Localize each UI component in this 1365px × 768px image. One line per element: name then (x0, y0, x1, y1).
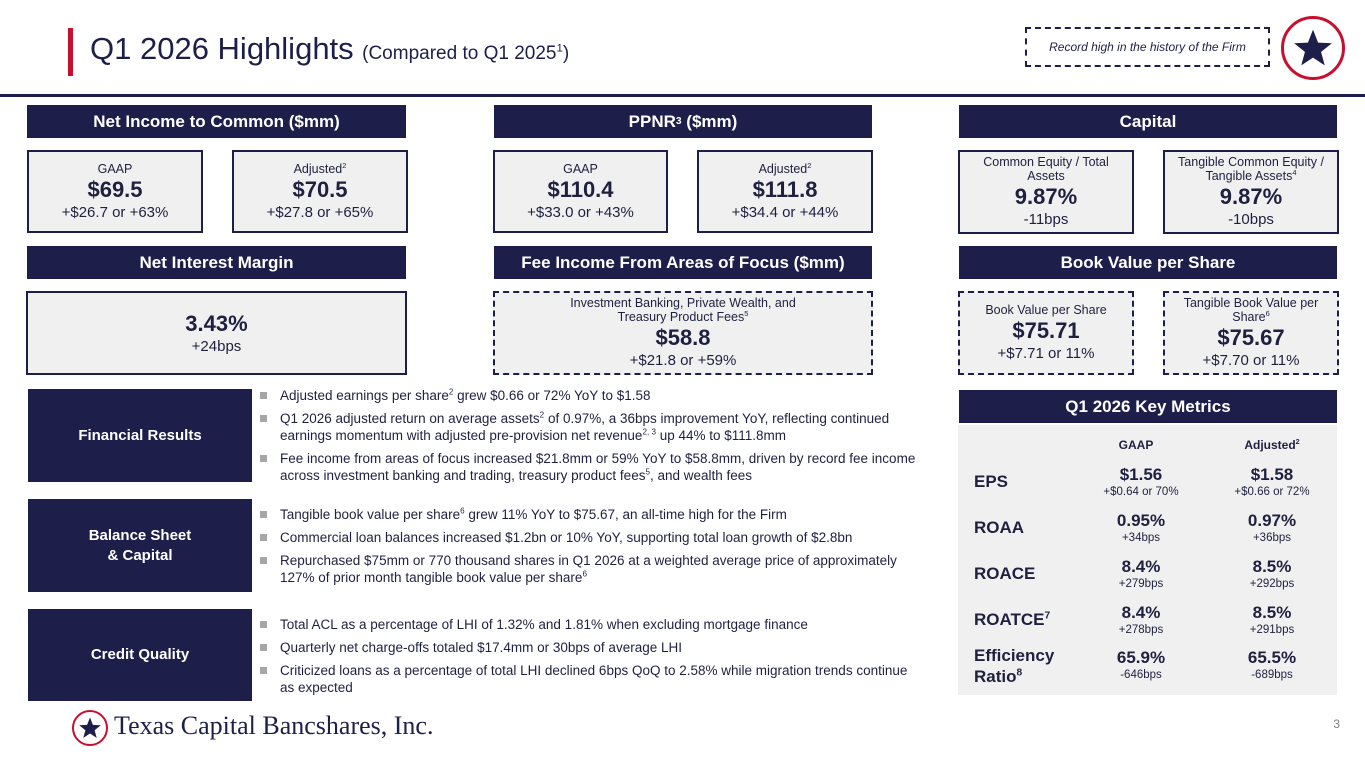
key-metrics-table (958, 425, 1337, 695)
record-high-badge: Record high in the history of the Firm (1025, 27, 1270, 67)
page-title-sub: (Compared to Q1 2025$^1$) (362, 42, 570, 64)
page-title-main: Q1 2026 Highlights (90, 31, 354, 66)
net-income-header: Net Income to Common ($mm) (27, 105, 406, 138)
list-item: Total ACL as a percentage of LHI of 1.32% and 1.81% when excluding mortgage finance (256, 616, 916, 633)
bvps-tbv-box: Tangible Book Value per Share$^6$ $75.67 +$7.70 or 11% (1163, 291, 1339, 375)
net-income-adjusted-box: Adjusted$^2$ $70.5 +$27.8 or +65% (232, 150, 408, 233)
star-emblem-icon (1281, 16, 1345, 80)
key-metrics-col-gaap: GAAP (1118, 438, 1154, 452)
key-metrics-row-eps: EPS $1.56 +$0.64 or 70% $1.58 +$0.66 or 72% (974, 465, 1310, 498)
balance-sheet-bullets (256, 506, 916, 592)
list-item: Adjusted earnings per share$^2$ grew $0.66 or 72% YoY to $1.58 (256, 387, 916, 404)
list-item: Repurchased $75mm or 770 thousand shares in Q1 2026 at a weighted average price of approximately 127% of prior month tangible book value per share$^6$ (256, 552, 916, 586)
key-metrics-row-roace: ROACE 8.4% +279bps 8.5% +292bps (974, 557, 1295, 590)
ppnr-header: PPNR 3 ($mm) (494, 105, 872, 138)
balance-sheet-label: Balance Sheet & Capital (28, 499, 252, 592)
capital-header: Capital (959, 105, 1337, 138)
fee-income-box: Investment Banking, Private Wealth, and Treasury Product Fees$^5$ $58.8 +$21.8 or +59% (493, 291, 873, 375)
ppnr-adjusted-box: Adjusted$^2$ $111.8 +$34.4 or +44% (697, 150, 873, 233)
bvps-bv-box: Book Value per Share $75.71 +$7.71 or 11% (958, 291, 1134, 375)
financial-results-label: Financial Results (28, 389, 252, 482)
bvps-header: Book Value per Share (959, 246, 1337, 279)
company-name: Texas Capital Bancshares, Inc. (114, 711, 434, 740)
ppnr-gaap-box: GAAP $110.4 +$33.0 or +43% (493, 150, 668, 233)
list-item: Commercial loan balances increased $1.2bn or 10% YoY, supporting total loan growth of $2.8bn (256, 529, 916, 546)
net-income-gaap-box: GAAP $69.5 +$26.7 or +63% (27, 150, 203, 233)
key-metrics-col-adjusted: Adjusted$^2$ (1244, 437, 1300, 452)
nim-header: Net Interest Margin (27, 246, 406, 279)
list-item: Quarterly net charge-offs totaled $17.4mm or 30bps of average LHI (256, 639, 916, 656)
capital-cet-box: Common Equity / Total Assets 9.87% -11bps (958, 150, 1134, 234)
page-number: 3 (1333, 717, 1340, 731)
title-divider (0, 94, 1365, 97)
capital-tce-box: Tangible Common Equity / Tangible Assets$^4$ 9.87% -10bps (1163, 150, 1339, 234)
star-icon (72, 710, 108, 746)
key-metrics-row-efficiency: Efficiency Ratio$^8$ 65.9% -646bps 65.5% -689bps (974, 646, 1297, 686)
list-item: Tangible book value per share$^6$ grew 11% YoY to $75.67, an all-time high for the Firm (256, 506, 916, 523)
title-accent-bar (68, 28, 73, 76)
nim-box: 3.43% +24bps (26, 291, 407, 375)
key-metrics-row-roatce: ROATCE$^7$ 8.4% +278bps 8.5% +291bps (974, 603, 1295, 636)
page-title (90, 31, 569, 67)
list-item: Fee income from areas of focus increased $21.8mm or 59% YoY to $58.8mm, driven by record fee income across investment banking and trading, treasury product fees$^5$, and wealth fees (256, 450, 916, 484)
credit-quality-bullets (256, 616, 916, 702)
financial-results-bullets (256, 387, 916, 490)
list-item: Criticized loans as a percentage of total LHI declined 6bps QoQ to 2.58% while migration trends continue as expected (256, 662, 916, 696)
credit-quality-label: Credit Quality (28, 609, 252, 701)
key-metrics-header: Q1 2026 Key Metrics (959, 390, 1337, 423)
fee-income-header: Fee Income From Areas of Focus ($mm) (494, 246, 872, 279)
list-item: Q1 2026 adjusted return on average assets$^2$ of 0.97%, a 36bps improvement YoY, reflecting continued earnings momentum with adjusted pre-provision net revenue$^{2, 3}$ up 44% to $111.8mm (256, 410, 916, 444)
key-metrics-row-roaa: ROAA 0.95% +34bps 0.97% +36bps (974, 511, 1297, 544)
